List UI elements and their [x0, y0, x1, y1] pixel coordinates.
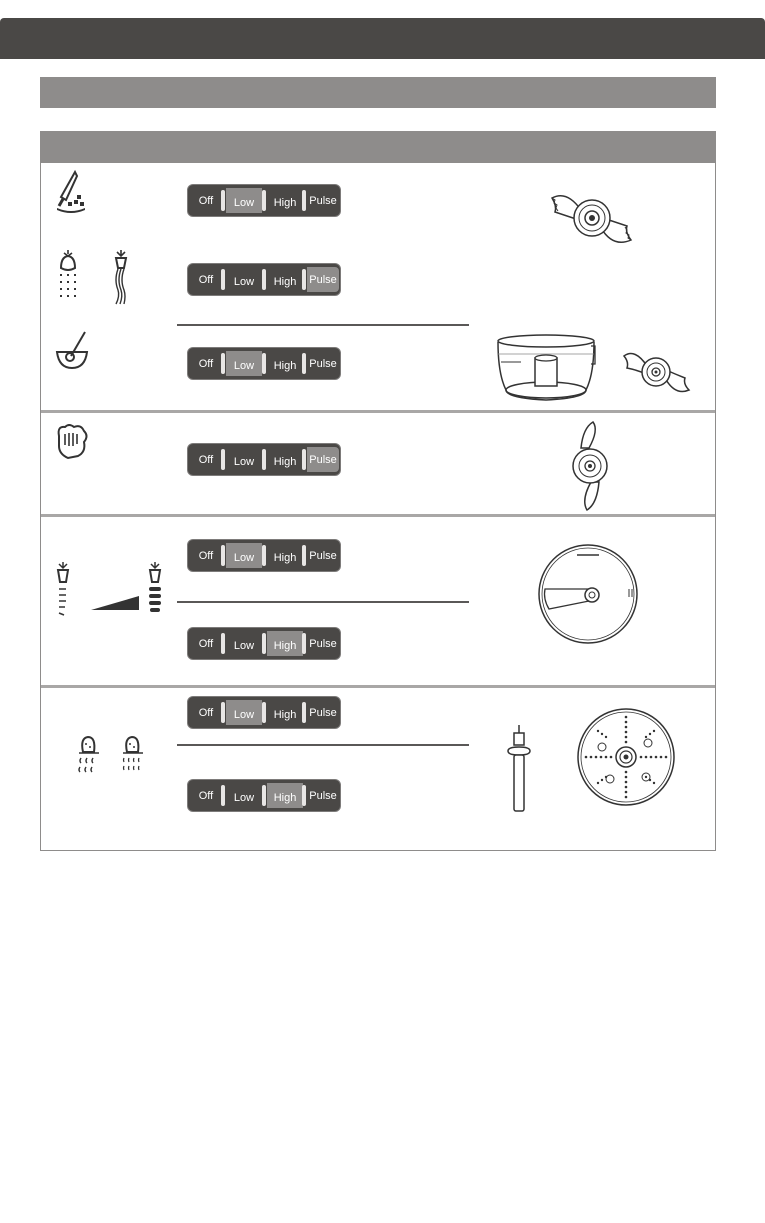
switch-divider-pip	[302, 545, 306, 566]
dough-blade-icon	[559, 420, 621, 512]
switch-pulse-label: Pulse	[307, 447, 339, 472]
switch-pulse-label: Pulse	[309, 194, 337, 207]
slicing-disc-icon	[537, 543, 639, 645]
switch-off-label: Off	[198, 194, 214, 207]
switch-divider-pip	[262, 353, 266, 374]
speed-control-switch	[187, 627, 341, 660]
switch-divider-pip	[221, 269, 225, 290]
knife-chop-icon	[55, 170, 89, 214]
switch-high-label: High	[273, 551, 297, 564]
switch-low-label: Low	[226, 351, 262, 376]
speed-control-switch	[187, 696, 341, 729]
kneading-hand-icon	[55, 424, 89, 460]
settings-guide-table	[40, 131, 716, 851]
switch-low-label: Low	[233, 791, 255, 804]
switch-pulse-label: Pulse	[309, 706, 337, 719]
switch-off-label: Off	[198, 706, 214, 719]
switch-divider-pip	[302, 269, 306, 290]
page-header-bar	[0, 18, 765, 59]
switch-low-label: Low	[226, 188, 262, 213]
shredding-disc-icon	[576, 707, 676, 807]
row-separator	[41, 514, 715, 517]
switch-divider-pip	[221, 190, 225, 211]
switch-low-label: Low	[233, 275, 255, 288]
sub-divider	[177, 744, 469, 746]
switch-divider-pip	[302, 353, 306, 374]
whisk-bowl-icon	[55, 330, 91, 370]
switch-off-label: Off	[198, 453, 214, 466]
switch-divider-pip	[302, 702, 306, 723]
switch-high-label: High	[273, 708, 297, 721]
switch-divider-pip	[221, 702, 225, 723]
multipurpose-blade-icon	[549, 186, 635, 252]
switch-pulse-label: Pulse	[309, 637, 337, 650]
switch-pulse-label: Pulse	[307, 267, 339, 292]
switch-divider-pip	[221, 353, 225, 374]
speed-control-switch	[187, 263, 341, 296]
switch-high-label: High	[273, 359, 297, 372]
switch-divider-pip	[221, 785, 225, 806]
onion-carrot-mince-icon	[57, 250, 137, 306]
speed-control-switch	[187, 443, 341, 476]
speed-control-switch	[187, 779, 341, 812]
speed-control-switch	[187, 347, 341, 380]
switch-off-label: Off	[198, 549, 214, 562]
carrot-slice-thickness-icon	[55, 562, 165, 622]
switch-divider-pip	[221, 545, 225, 566]
small-blade-icon	[621, 346, 691, 398]
switch-divider-pip	[302, 449, 306, 470]
switch-divider-pip	[262, 702, 266, 723]
table-header-bar	[41, 132, 715, 163]
disc-stem-icon	[507, 725, 531, 813]
switch-divider-pip	[262, 545, 266, 566]
switch-high-label: High	[273, 455, 297, 468]
switch-divider-pip	[302, 785, 306, 806]
switch-high-label: High	[267, 631, 303, 656]
switch-divider-pip	[262, 785, 266, 806]
switch-low-label: Low	[233, 455, 255, 468]
row-separator	[41, 410, 715, 413]
switch-high-label: High	[267, 783, 303, 808]
speed-control-switch	[187, 539, 341, 572]
sub-divider	[177, 324, 469, 326]
row-separator	[41, 685, 715, 688]
switch-low-label: Low	[226, 700, 262, 725]
switch-off-label: Off	[198, 637, 214, 650]
switch-low-label: Low	[226, 543, 262, 568]
switch-divider-pip	[221, 633, 225, 654]
switch-divider-pip	[262, 449, 266, 470]
switch-divider-pip	[262, 633, 266, 654]
work-bowl-icon	[493, 332, 599, 402]
switch-high-label: High	[273, 275, 297, 288]
switch-pulse-label: Pulse	[309, 549, 337, 562]
speed-control-switch	[187, 184, 341, 217]
switch-high-label: High	[273, 196, 297, 209]
switch-low-label: Low	[233, 639, 255, 652]
switch-off-label: Off	[198, 273, 214, 286]
switch-pulse-label: Pulse	[309, 789, 337, 802]
switch-pulse-label: Pulse	[309, 357, 337, 370]
switch-off-label: Off	[198, 357, 214, 370]
switch-divider-pip	[302, 190, 306, 211]
switch-divider-pip	[302, 633, 306, 654]
sub-divider	[177, 601, 469, 603]
switch-divider-pip	[221, 449, 225, 470]
switch-divider-pip	[262, 190, 266, 211]
potato-shred-icon	[77, 736, 147, 778]
switch-off-label: Off	[198, 789, 214, 802]
section-title-bar	[40, 77, 716, 108]
switch-divider-pip	[262, 269, 266, 290]
